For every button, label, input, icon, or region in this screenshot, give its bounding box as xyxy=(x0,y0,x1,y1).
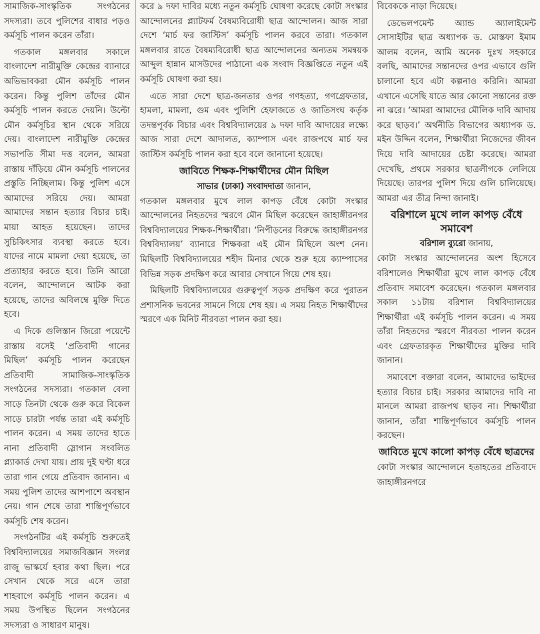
headline: বরিশালে মুখে লাল কাপড় বেঁধে সমাবেশ xyxy=(390,209,523,236)
paragraph: করে ৯ দফা দাবির মধ্যে নতুন কর্মসূচি ঘোষণা করেছে কোটা সংস্কার আন্দোলনের প্ল্যাটফর্ম বৈষম্যবিরোধী ছাত্র আন্দোলন। আজ সারা দেশে ‘মার্চ ফর জাস্টিস’ কর্মসূচি পালন করবে তারা। গতকাল মঙ্গলবার রাতে বৈষম্যবিরোধী ছাত্র আন্দোলনের অন্যতম সমন্বয়ক আব্দুল হান্নান মাসউদের পাঠানো এক সংবাদ বিজ্ঞপ্তিতে নতুন এই কর্মসূচি ঘোষণা করা হয়। xyxy=(140,2,368,85)
column-3 xyxy=(373,0,540,488)
byline-place: বরিশাল ব্যুরো xyxy=(419,238,466,249)
column-2 xyxy=(136,0,372,440)
paragraph: কোটা সংস্কার আন্দোলনের অংশ হিসেবে বরিশালেও শিক্ষার্থীরা মুখে লাল কাপড় বেঁধে প্রতিবাদ সমাবেশ করেছেন। গতকাল মঙ্গলবার সকাল ১১টায় বরিশাল বিশ্ববিদ্যালয়ের শিক্ষার্থীরা এই কর্মসূচি পালন করেন। এ সময় তাঁরা নিহতদের স্মরণে নীরবতা পালন করেন এবং গ্রেফতারকৃত শিক্ষার্থীদের মুক্তির দাবি জানান। xyxy=(377,254,536,367)
headline: জাবিতে শিক্ষক-শিক্ষার্থীদের মৌন মিছিল xyxy=(179,165,329,177)
byline-text: জানায়, xyxy=(468,238,494,249)
headline: জাবিতে মুখে কালো কাপড় বেঁধে ছাত্রদের xyxy=(378,447,535,459)
paragraph: গতকাল মঙ্গলবার সকালে বাংলাদেশ নারীমুক্তি কেন্দ্রের ব্যানারে অভিভাবকরা মৌন কর্মসূচি পালন করেন। কিন্তু পুলিশ তাঁদের মৌন কর্মসূচি পালন করতে দেয়নি। উল্টো মৌন কর্মসূচির স্থান থেকে সরিয়ে দেয়। বাংলাদেশ নারীমুক্তি কেন্দ্রের সভাপতি সীমা দত্ত বলেন, আমরা রাস্তায় দাঁড়িয়ে মৌন কর্মসূচি পালনের প্রস্তুতি নিচ্ছিলাম। কিন্তু পুলিশ এসে আমাদের সরিয়ে দেয়। আমরা আমাদের সন্তান হত্যার বিচার চাই। মায়া আহত হয়েছেন। তাদের সুচিকিৎসার ব্যবস্থা করতে হবে। যাদের নামে মামলা দেয়া হয়েছে, তা প্রত্যাহার করতে হবে। তিনি আরো বলেন, আন্দোলনে আটক করা হয়েছে, তাদের অবিলম্বে মুক্তি দিতে হবে। xyxy=(4,47,130,321)
paragraph: কোটা সংস্কার আন্দোলনে হতাহতের প্রতিবাদে জাহাঙ্গীরনগরে xyxy=(377,463,536,488)
paragraph: ডেভেলপমেন্ট অ্যান্ড অ্যালাইমেন্ট সোসাইটির ছাত্র অধ্যাপক ড. মোস্তফা ইমাম আলম বলেন, আমি অনেক দুঃখ সহকারে বলছি, আমাদের সন্তানদের ওপর এভাবে গুলি চালানো হবে এটা কল্পনাও করিনি। আমরা এখানে এসেছি যাতে আর কোনো সন্তানের রক্ত না ঝরে। ‘আমরা আমাদের মৌলিক দাবি আদায় করে ছাড়ব।’ অর্থনীতি বিভাগের অধ্যাপক ড. মইন উদ্দিন বলেন, শিক্ষার্থীরা নিজেদের জীবন দিয়ে দাবি আদায়ের চেষ্টা করেছে। আমরা দেখেছি, প্রথমে সরকার ছাত্রলীগকে লেলিয়ে দিয়েছে। তারপর পুলিশ দিয়ে গুলি চালিয়েছে। আমরা এর তীব্র নিন্দা জানাই। xyxy=(377,18,536,204)
paragraph: এ দিকে গুলিস্তান জিরো পয়েন্টে রাস্তায় বসেই ‘প্রতিবাদী গানের মিছিল’ কর্মসূচি পালন করেছেন প্রতিবাদী সামাজিক-সাংস্কৃতিক সংগঠনের সদস্যরা। গতকাল বেলা সাড়ে তিনটা থেকে গুরু করে বিকেল সাড়ে চারটা পর্যন্ত তারা এই কর্মসূচি পালন করেন। এ সময় তাদের হাতে নানা প্রতিবাদী স্লোগান সংবলিত প্ল্যাকার্ড দেখা যায়। প্রায় দুই ঘণ্টা ধরে তারা গান গেয়ে প্রতিবাদ জানান। এ সময় পুলিশ তাদের আশপাশে অবস্থান নেয়। গান শেষে তারা শান্তিপূর্ণভাবে কর্মসূচি শেষ করেন। xyxy=(4,327,130,527)
byline-place: সাভার (ঢাকা) সংবাদদাতা xyxy=(196,180,284,191)
paragraph: এতে সারা দেশে ছাত্র-জনতার ওপর গণহত্যা, গণগ্রেফতার, হামলা, মামলা, গুম এবং পুলিশি হেফাজতে ও জাতিসংঘ কর্তৃক তদন্তপূর্বক বিচার এবং বিশ্ববিদ্যালয়ের ৯ দফা দাবি আদায়ের লক্ষ্যে আজ সারা দেশে আদালত, ক্যাম্পাস এবং রাজপথে মার্চ ফর জাস্টিস কর্মসূচি পালন করা হবে বলে জানানো হয়েছে। xyxy=(140,91,368,160)
paragraph: সংগঠনটির এই কর্মসূচি শুরুতেই বিশ্ববিদ্যালয়ের সমাজবিজ্ঞান সংলগ্ন রাজু ভাস্কর্যে হবার কথা ছিল। পরে সেখান থেকে সরে এসে তারা শাহবাগে কর্মসূচি পালন করেন। এ সময় উপস্থিত ছিলেন সংগঠনের সদস্যরা ও সাধারণ মানুষ। xyxy=(4,533,130,631)
paragraph: বিবেককে নাড়া দিয়েছে। xyxy=(377,2,457,12)
paragraph: মিছিলটি বিশ্ববিদ্যালয়ের গুরুত্বপূর্ণ সড়ক প্রদক্ষিণ করে পুরাতন প্রশাসনিক ভবনের সামনে গিয়ে শেষ হয়। এ সময় নিহত শিক্ষার্থীদের স্মরণে এক মিনিট নীরবতা পালন করা হয়। xyxy=(140,286,368,326)
byline xyxy=(140,180,368,193)
paragraph: সমাবেশে বক্তারা বলেন, আমাদের ভাইদের হত্যার বিচার চাই। সরকার আমাদের দাবি না মানলে আমরা রাজপথ ছাড়ব না। শিক্ষার্থীরা জানান, তাঁরা শান্তিপূর্ণভাবে কর্মসূচি পালন করছেন। xyxy=(377,373,536,442)
byline-text: জানান, xyxy=(286,180,312,191)
paragraph: গতকাল মঙ্গলবার মুখে লাল কাপড় বেঁধে কোটা সংস্কার আন্দোলনের নিহতদের স্মরণে মৌন মিছিল করেছেন জাহাঙ্গীরনগর বিশ্ববিদ্যালয়ের শিক্ষক-শিক্ষার্থীরা। ‘নিপীড়নের বিরুদ্ধে জাহাঙ্গীরনগর বিশ্ববিদ্যালয়’ ব্যানারে শিক্ষকরা এই মৌন মিছিলে অংশ নেন। মিছিলটি বিশ্ববিদ্যালয়ের শহীদ মিনার থেকে শুরু হয়ে ক্যাম্পাসের বিভিন্ন সড়ক প্রদক্ষিণ করে আবার সেখানে গিয়ে শেষ হয়। xyxy=(140,196,368,280)
paragraph: সামাজিক-সাংস্কৃতিক সংগঠনের সদস্যরা। তবে পুলিশের বাধার পড়ও কর্মসূচি পালন করেন তাঁরা। xyxy=(4,2,130,42)
column-1 xyxy=(0,0,134,631)
byline xyxy=(377,237,536,250)
